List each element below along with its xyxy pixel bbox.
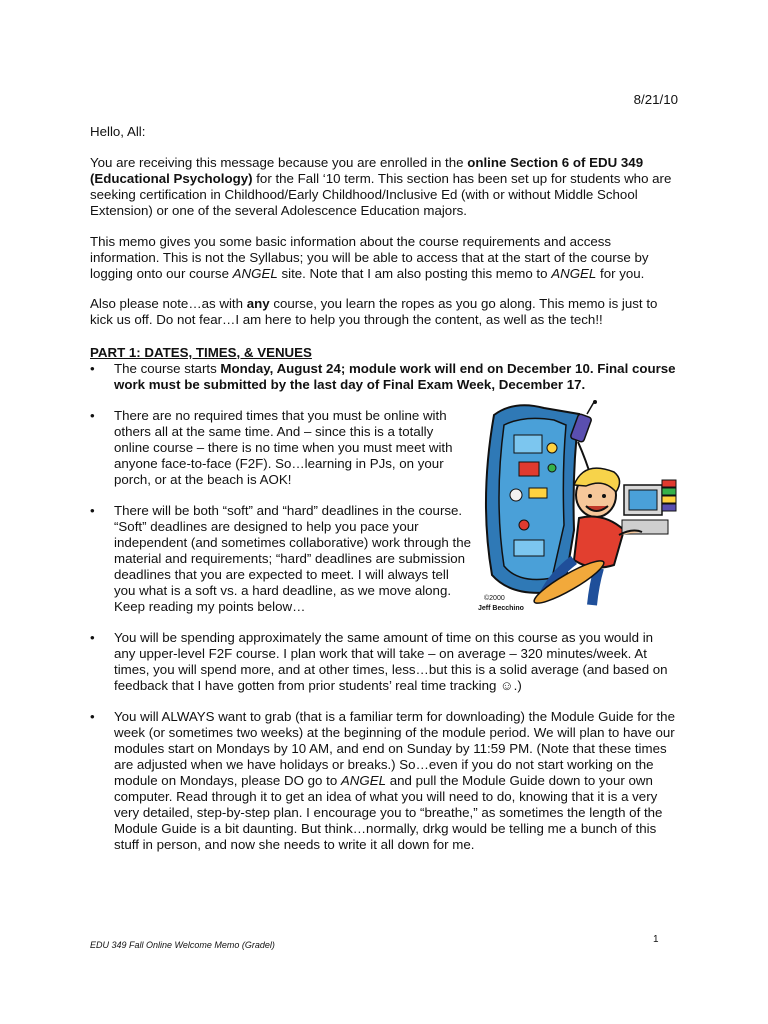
bullet-no-required-times: There are no required times that you must be online with others all at the same time. And – since this is a totally online course – there is no time when you must meet with anyone face-to-face (F2F). So…learning in PJs, on your porch, or at the beach is AOK! [114,408,453,487]
intro-paragraph: You are receiving this message because you are enrolled in the online Section 6 of EDU 349 (Educational Psychology) for the Fall ‘10 term. This section has been set up for students who are seeking certification in Childhood/Early Childhood/Inclusive Ed (with or without Middle School Extension) or one of the several Adolescence Education majors. [90,155,672,218]
info-paragraph: This memo gives you some basic information about the course requirements and access information. This is not the Syllabus; you will be able to access that at the start of the course by logging onto our course ANGEL site. Note that I am also posting this memo to ANGEL for you. [90,234,649,281]
bullet-marker: • [90,408,95,423]
bullet-marker: • [90,503,95,518]
footer-text: EDU 349 Fall Online Welcome Memo (Gradel) [90,940,275,950]
note-paragraph: Also please note…as with any course, you learn the ropes as you go along. This memo is just to kick us off. Do not fear…I am here to help you through the content, as well as the tech!! [90,296,658,327]
memo-date: 8/21/10 [633,92,678,107]
cartoon-illustration [474,400,684,615]
cartoon-credit-year: ©2000 [484,595,505,602]
page-number: 1 [653,934,659,945]
bullet-marker: • [90,361,95,376]
bullet-dates: The course starts Monday, August 24; module work will end on December 10. Final course work must be submitted by the last day of Final Exam Week, December 17. [114,361,676,392]
bullet-deadlines: There will be both “soft” and “hard” deadlines in the course. “Soft” deadlines are designed to help you pace your independent (and sometimes collaborative) work through the material and requirements; “hard” deadlines are submission deadlines that you are expected to meet. I will always tell you what is a soft vs. a hard deadline, as we move along. Keep reading my points below… [114,503,472,614]
bullet-time-commitment: You will be spending approximately the same amount of time on this course as you would in any upper-level F2F course. I plan work that will take – on average – 320 minutes/week. At times, you will spend more, and at other times, less…but this is a solid average (and based on feedback that I have gotten from prior students’ real time tracking ☺.) [114,630,668,693]
section-heading: PART 1: DATES, TIMES, & VENUES [90,345,312,360]
bullet-marker: • [90,709,95,724]
greeting: Hello, All: [90,124,146,139]
bullet-module-guide: You will ALWAYS want to grab (that is a familiar term for downloading) the Module Guide for the week (or sometimes two weeks) at the beginning of the module period. We will plan to have our modules start on Mondays by 10 AM, and end on Sunday by 11:59 PM. (Note that these times are adjusted when we have holidays or breaks.) So…even if you do not start working on the module on Mondays, please DO go to ANGEL and pull the Module Guide down to your own computer. Read through it to get an idea of what you will need to do, knowing that it is a very very detailed, step-by-step plan. I encourage you to “breathe,” as sometimes the length of the Module Guide is a bit daunting. But think…normally, drkg would be telling me a bunch of this stuff in person, and now she needs to write it all down for me. [114,709,675,852]
bullet-marker: • [90,630,95,645]
cartoon-credit-name: Jeff Becchino [478,605,524,612]
